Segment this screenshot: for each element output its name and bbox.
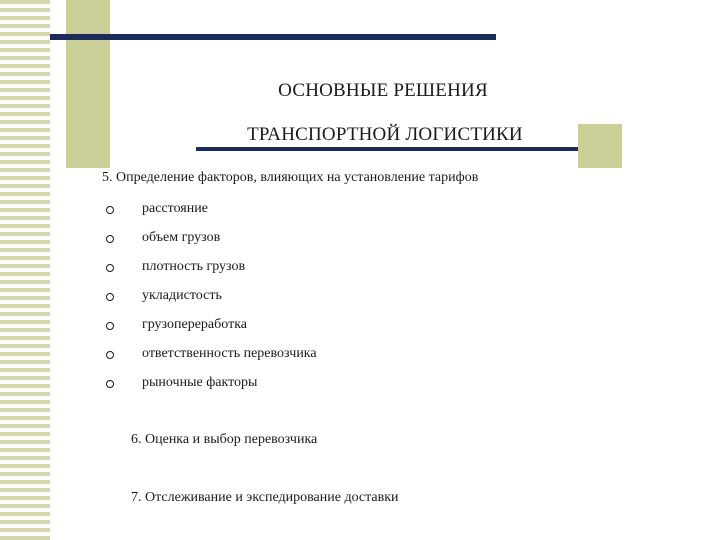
factor-list	[102, 199, 317, 402]
decorative-navy-rule-top	[50, 34, 496, 40]
decorative-olive-block-top	[66, 0, 110, 168]
section-5-heading: 5. Определение факторов, влияющих на установление тарифов	[102, 170, 479, 185]
decorative-stripes	[0, 0, 50, 540]
list-item-label: ответственность перевозчика	[142, 346, 317, 361]
list-item-label: расстояние	[142, 201, 208, 216]
list-item-label: укладистость	[142, 288, 222, 303]
slide-title-line-1: ОСНОВНЫЕ РЕШЕНИЯ	[278, 80, 488, 101]
list-item	[102, 286, 317, 315]
list-item-label: объем грузов	[142, 230, 221, 245]
slide-title-line-2: ТРАНСПОРТНОЙ ЛОГИСТИКИ	[247, 124, 523, 145]
decorative-navy-rule-bottom	[196, 147, 578, 151]
section-7-heading: 7. Отслеживание и экспедирование доставки	[131, 490, 399, 505]
list-item	[102, 257, 317, 286]
bullet-icon	[106, 264, 114, 272]
bullet-icon	[106, 380, 114, 388]
bullet-icon	[106, 235, 114, 243]
bullet-icon	[106, 206, 114, 214]
list-item	[102, 228, 317, 257]
list-item	[102, 344, 317, 373]
list-item-label: плотность грузов	[142, 259, 246, 274]
list-item-label: рыночные факторы	[142, 375, 258, 390]
bullet-icon	[106, 293, 114, 301]
list-item	[102, 373, 317, 402]
bullet-icon	[106, 351, 114, 359]
list-item	[102, 315, 317, 344]
bullet-icon	[106, 322, 114, 330]
list-item	[102, 199, 317, 228]
list-item-label: грузопереработка	[142, 317, 247, 332]
section-6-heading: 6. Оценка и выбор перевозчика	[131, 432, 318, 447]
